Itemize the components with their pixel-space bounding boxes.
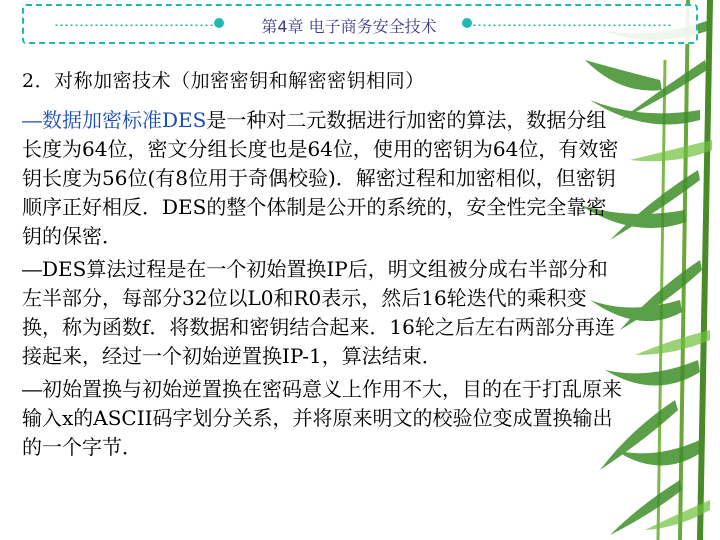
paragraph-text: 是一种对二元数据进行加密的算法，数据分组长度为64位，密文分组长度也是64位，使用的密钥为64位，有效密钥长度为56位(有8位用于奇偶校验)．解密过程和加密相似，但密钥顺序正好相反．DES的整个体制是公开的系统的，安全性完全靠密钥的保密． <box>22 108 619 248</box>
slide-content <box>22 66 622 466</box>
decorative-dots <box>54 24 214 26</box>
paragraph-text: ―初始置换与初始逆置换在密码意义上作用不大，目的在于打乱原来输入x的ASCII码字划分关系，并将原来明文的校验位变成置换输出的一个字节． <box>22 377 622 459</box>
chapter-title: 第4章 电子商务安全技术 <box>261 17 437 36</box>
paragraph-des-process <box>22 255 622 371</box>
highlight-term: ―数据加密标准DES <box>22 108 207 132</box>
chapter-header <box>22 4 698 44</box>
paragraph-text: ―DES算法过程是在一个初始置换IP后，明文组被分成右半部分和左半部分，每部分32位以L0和R0表示，然后16轮迭代的乘积变换，称为函数f．将数据和密钥结合起来．16轮之后左右两部分再连接起来，经过一个初始逆置换IP-1，算法结束． <box>22 257 615 368</box>
decorative-dot <box>214 18 224 28</box>
paragraph-permutation <box>22 375 622 462</box>
decorative-dots <box>472 24 672 26</box>
paragraph-des-definition <box>22 106 622 251</box>
decorative-dot <box>462 18 472 28</box>
section-heading: 2．对称加密技术（加密密钥和解密密钥相同） <box>22 70 425 92</box>
